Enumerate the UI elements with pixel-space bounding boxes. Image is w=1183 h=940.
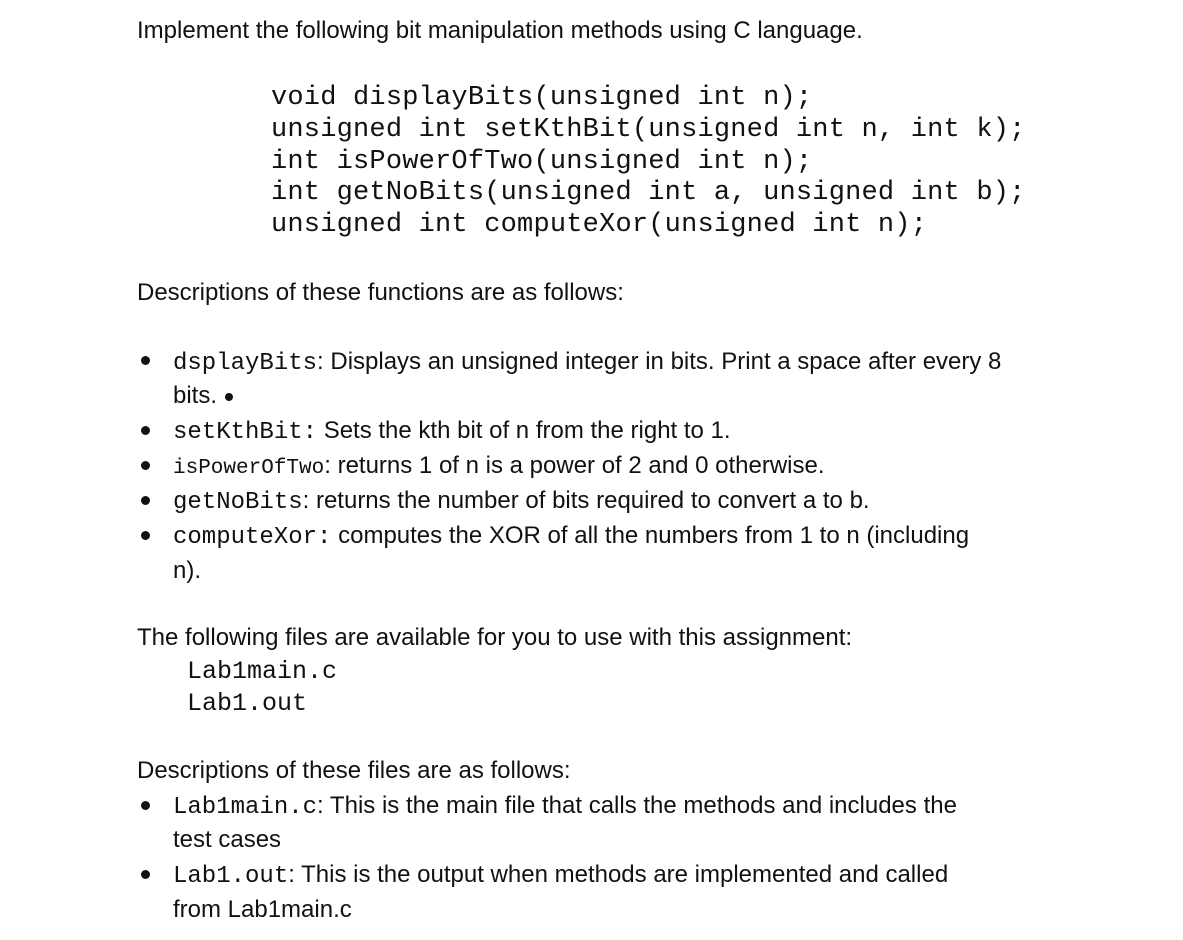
file-name: Lab1main.c [173,794,318,821]
prototype-getnobits: int getNoBits(unsigned int a, unsigned int b); [271,178,1026,208]
function-name: getNoBits [173,489,303,516]
files-desc-heading: Descriptions of these files are as follows: [137,757,571,784]
bullet-marker [141,496,150,505]
file-text: : This is the main file that calls the methods and includes the [317,792,957,819]
function-text: : returns 1 of n is a power of 2 and 0 otherwise. [324,452,825,479]
file-name-lab1main: Lab1main.c [187,657,338,686]
file-item-lab1out [173,858,948,894]
prototype-displaybits: void displayBits(unsigned int n); [271,83,813,113]
prototype-ispoweroftwo: int isPowerOfTwo(unsigned int n); [271,147,813,177]
function-text-cont: bits. [173,382,218,409]
function-item-displaybits-cont [173,379,233,413]
function-text: : returns the number of bits required to convert a to b. [302,487,870,514]
bullet-marker [141,461,150,470]
function-item-ispoweroftwo [173,449,825,486]
function-name: setKthBit: [173,419,318,446]
function-text-cont: n). [173,557,202,584]
stray-bullet [225,393,233,401]
prototype-computexor: unsigned int computeXor(unsigned int n); [271,210,928,240]
functions-heading: Descriptions of these functions are as follows: [137,279,624,306]
function-text: : Displays an unsigned integer in bits. Print a space after every 8 [317,348,1002,375]
bullet-marker [141,531,150,540]
function-name: isPowerOfTwo [173,457,325,480]
function-name: dsplayBits [173,350,318,377]
file-item-lab1out-cont [173,893,352,927]
file-name-lab1out: Lab1.out [187,689,308,718]
file-name: Lab1.out [173,863,289,890]
function-item-setkthbit [173,414,731,450]
bullet-marker [141,870,150,879]
file-text-cont: test cases [173,826,282,853]
file-item-lab1main [173,789,957,825]
function-name: computeXor: [173,524,332,551]
file-text-cont: from Lab1main.c [173,896,352,923]
function-text: computes the XOR of all the numbers from 1 to n (including [331,522,970,549]
intro-text: Implement the following bit manipulation methods using C language. [137,17,863,44]
function-text: Sets the kth bit of n from the right to 1. [317,417,731,444]
function-item-getnobits [173,484,870,520]
function-item-displaybits [173,345,1001,381]
file-item-lab1main-cont [173,823,281,857]
file-text: : This is the output when methods are implemented and called [288,861,949,888]
function-item-computexor-cont [173,554,201,588]
prototype-setkthbit: unsigned int setKthBit(unsigned int n, int k); [271,115,1026,145]
bullet-marker [141,801,150,810]
bullet-marker [141,426,150,435]
files-heading: The following files are available for you to use with this assignment: [137,624,853,651]
function-item-computexor [173,519,969,555]
bullet-marker [141,356,150,365]
